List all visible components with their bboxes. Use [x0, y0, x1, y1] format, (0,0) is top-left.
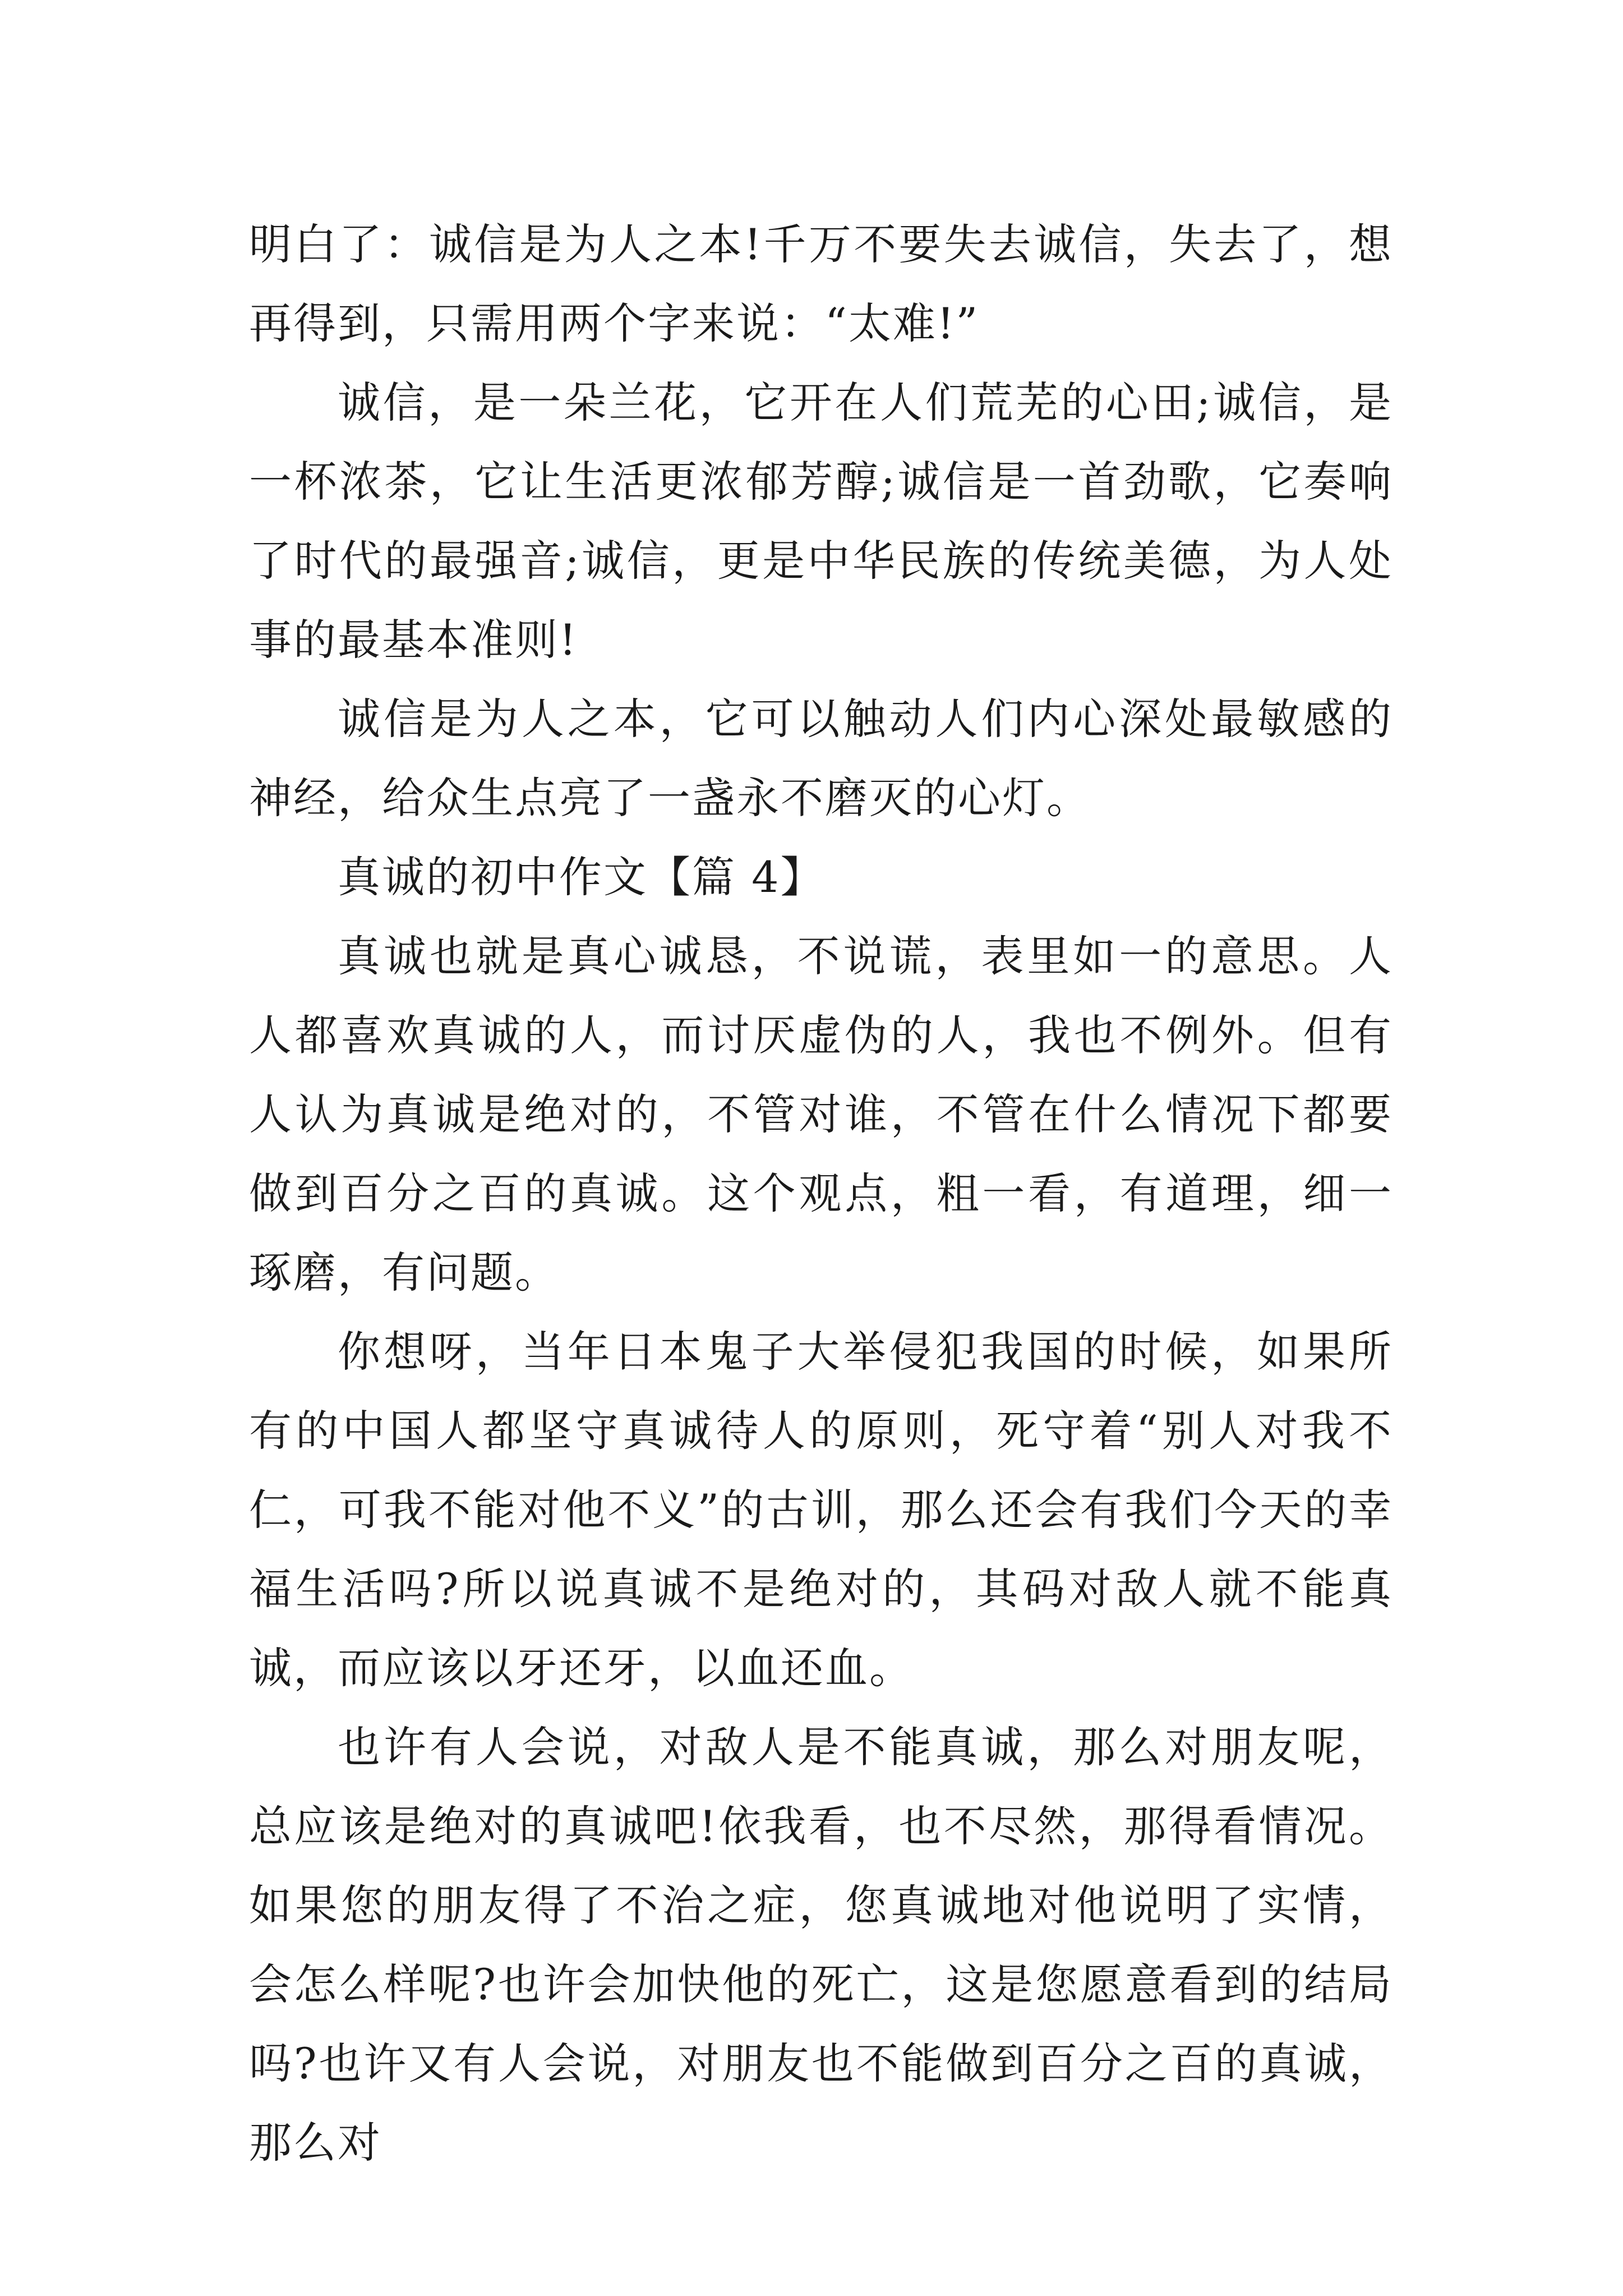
paragraph-3: 诚信是为人之本，它可以触动人们内心深处最敏感的神经，给众生点亮了一盏永不磨灭的心灯。	[249, 694, 1393, 823]
section-heading: 真诚的初中作文【篇 4】	[338, 852, 825, 902]
paragraph-1: 明白了：诚信是为人之本!千万不要失去诚信，失去了，想再得到，只需用两个字来说：“太难!”	[249, 219, 1393, 348]
paragraph-2: 诚信，是一朵兰花，它开在人们荒芜的心田;诚信，是一杯浓茶，它让生活更浓郁芳醇;诚信是一首劲歌，它奏响了时代的最强音;诚信，更是中华民族的传统美德，为人处事的最基本准则!	[249, 378, 1393, 665]
paragraph-6: 也许有人会说，对敌人是不能真诚，那么对朋友呢，总应该是绝对的真诚吧!依我看，也不尽然，那得看情况。如果您的朋友得了不治之症，您真诚地对他说明了实情，会怎么样呢?也许会加快他的死亡，这是您愿意看到的结局吗?也许又有人会说，对朋友也不能做到百分之百的真诚，那么对	[249, 1722, 1393, 2168]
paragraph-4: 真诚也就是真心诚恳，不说谎，表里如一的意思。人人都喜欢真诚的人，而讨厌虚伪的人，我也不例外。但有人认为真诚是绝对的，不管对谁，不管在什么情况下都要做到百分之百的真诚。这个观点，粗一看，有道理，细一琢磨，有问题。	[249, 931, 1393, 1297]
document-body	[249, 205, 1393, 2182]
paragraph-5: 你想呀，当年日本鬼子大举侵犯我国的时候，如果所有的中国人都坚守真诚待人的原则，死守着“别人对我不仁，可我不能对他不义”的古训，那么还会有我们今天的幸福生活吗?所以说真诚不是绝对的，其码对敌人就不能真诚，而应该以牙还牙，以血还血。	[249, 1327, 1393, 1693]
